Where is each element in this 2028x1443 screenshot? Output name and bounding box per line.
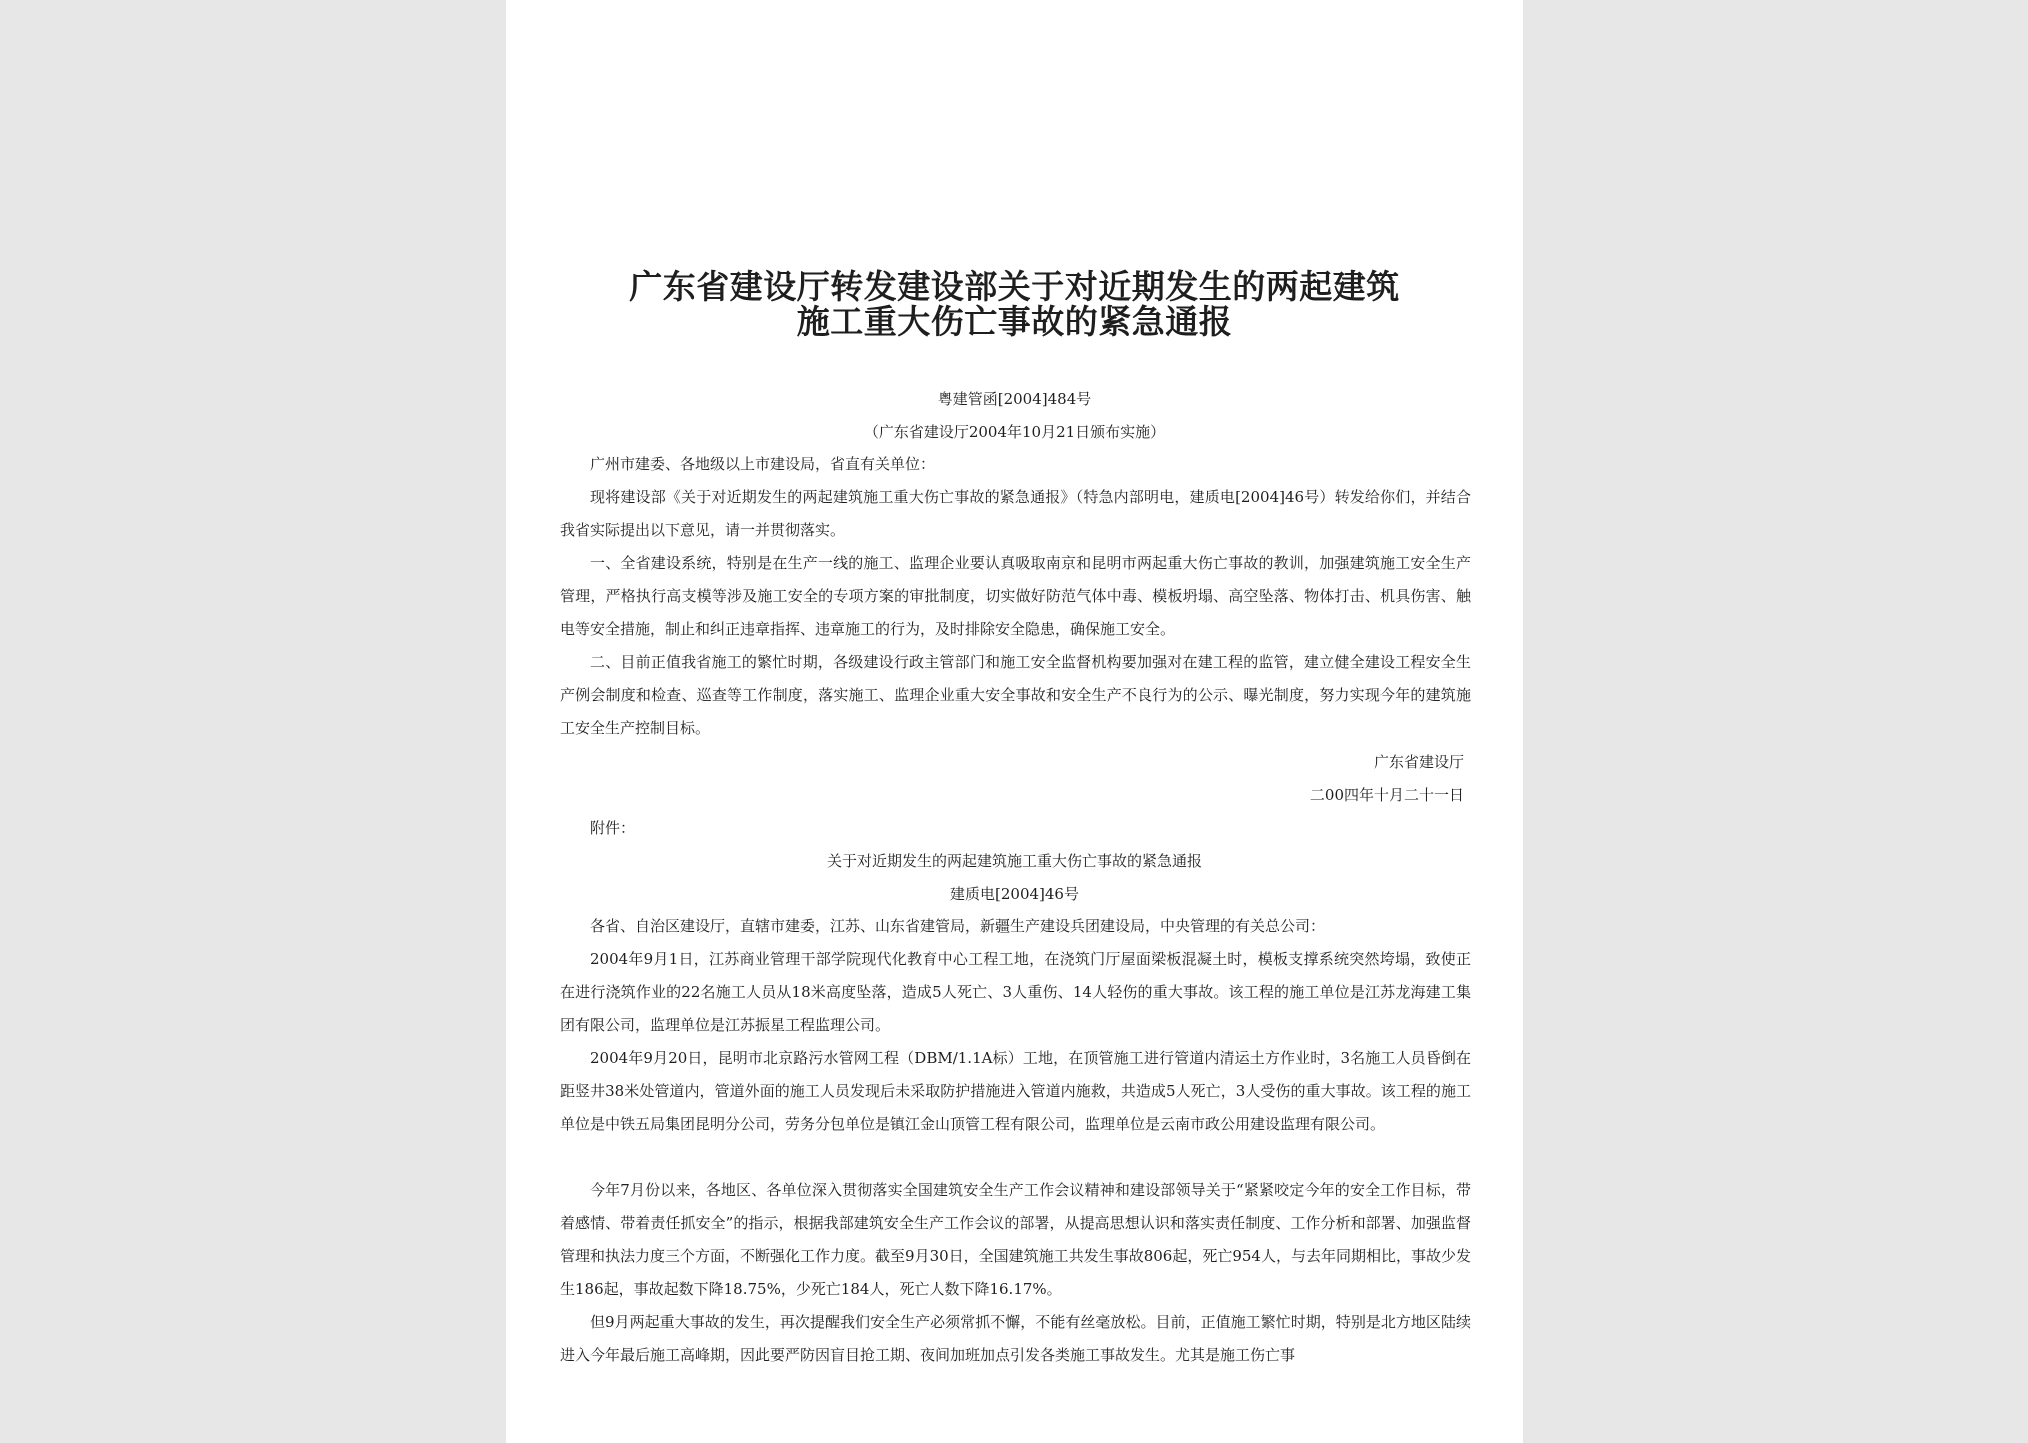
addressee: 广州市建委、各地级以上市建设局，省直有关单位： bbox=[590, 455, 936, 473]
sign-date: 二00四年十月二十一日 bbox=[1309, 786, 1464, 804]
warning-paragraph: 但9月两起重大事故的发生，再次提醒我们安全生产必须常抓不懈，不能有丝毫放松。目前，正值施工繁忙时期，特别是北方地区陆续进入今年最后施工高峰期，因此要严防因盲目抢工期、夜间加班加点引发各类施工事故发生。尤其是施工伤亡事 bbox=[560, 1313, 1471, 1364]
incident-two-paragraph: 2004年9月20日，昆明市北京路污水管网工程（DBM/1.1A标）工地，在顶管施工进行管道内清运土方作业时，3名施工人员昏倒在距竖井38米处管道内，管道外面的施工人员发现后未采取防护措施进入管道内施救，共造成5人死亡，3人受伤的重大事故。该工程的施工单位是中铁五局集团昆明分公司，劳务分包单位是镇江金山顶管工程有限公司，监理单位是云南市政公用建设监理有限公司。 bbox=[560, 1049, 1471, 1133]
attachment-number: 建质电[2004]46号 bbox=[950, 885, 1079, 903]
document-number: 粤建管函[2004]484号 bbox=[937, 390, 1092, 408]
incident-one-paragraph: 2004年9月1日，江苏商业管理干部学院现代化教育中心工程工地，在浇筑门厅屋面梁板混凝土时，模板支撑系统突然垮塌，致使正在进行浇筑作业的22名施工人员从18米高度坠落，造成5人死亡、3人重伤、14人轻伤的重大事故。该工程的施工单位是江苏龙海建工集团有限公司，监理单位是江苏振星工程监理公司。 bbox=[560, 950, 1471, 1034]
attachment-label: 附件： bbox=[590, 819, 636, 837]
point-two-paragraph: 二、目前正值我省施工的繁忙时期，各级建设行政主管部门和施工安全监督机构要加强对在建工程的监管，建立健全建设工程安全生产例会制度和检查、巡查等工作制度，落实施工、监理企业重大安全事故和安全生产不良行为的公示、曝光制度，努力实现今年的建筑施工安全生产控制目标。 bbox=[560, 653, 1471, 737]
issued-note: （广东省建设厅2004年10月21日颁布实施） bbox=[863, 423, 1166, 441]
point-one-paragraph: 一、全省建设系统，特别是在生产一线的施工、监理企业要认真吸取南京和昆明市两起重大伤亡事故的教训，加强建筑施工安全生产管理，严格执行高支模等涉及施工安全的专项方案的审批制度，切实做好防范气体中毒、模板坍塌、高空坠落、物体打击、机具伤害、触电等安全措施，制止和纠正违章指挥、违章施工的行为，及时排除安全隐患，确保施工安全。 bbox=[560, 554, 1471, 638]
signature: 广东省建设厅 bbox=[1373, 753, 1464, 771]
attachment-addressee: 各省、自治区建设厅，直辖市建委，江苏、山东省建管局，新疆生产建设兵团建设局，中央管理的有关总公司： bbox=[590, 917, 1326, 935]
intro-paragraph: 现将建设部《关于对近期发生的两起建筑施工重大伤亡事故的紧急通报》（特急内部明电，建质电[2004]46号）转发给你们，并结合我省实际提出以下意见，请一并贯彻落实。 bbox=[560, 488, 1471, 539]
document-title-line2: 施工重大伤亡事故的紧急通报 bbox=[796, 302, 1233, 341]
document-page bbox=[506, 0, 1523, 1443]
attachment-title: 关于对近期发生的两起建筑施工重大伤亡事故的紧急通报 bbox=[826, 852, 1202, 870]
document-title-line1: 广东省建设厅转发建设部关于对近期发生的两起建筑 bbox=[629, 267, 1400, 306]
summary-paragraph: 今年7月份以来，各地区、各单位深入贯彻落实全国建筑安全生产工作会议精神和建设部领导关于“紧紧咬定今年的安全工作目标，带着感情、带着责任抓安全”的指示，根据我部建筑安全生产工作会议的部署，从提高思想认识和落实责任制度、工作分析和部署、加强监督管理和执法力度三个方面，不断强化工作力度。截至9月30日，全国建筑施工共发生事故806起，死亡954人，与去年同期相比，事故少发生186起，事故起数下降18.75%，少死亡184人，死亡人数下降16.17%。 bbox=[560, 1181, 1471, 1298]
